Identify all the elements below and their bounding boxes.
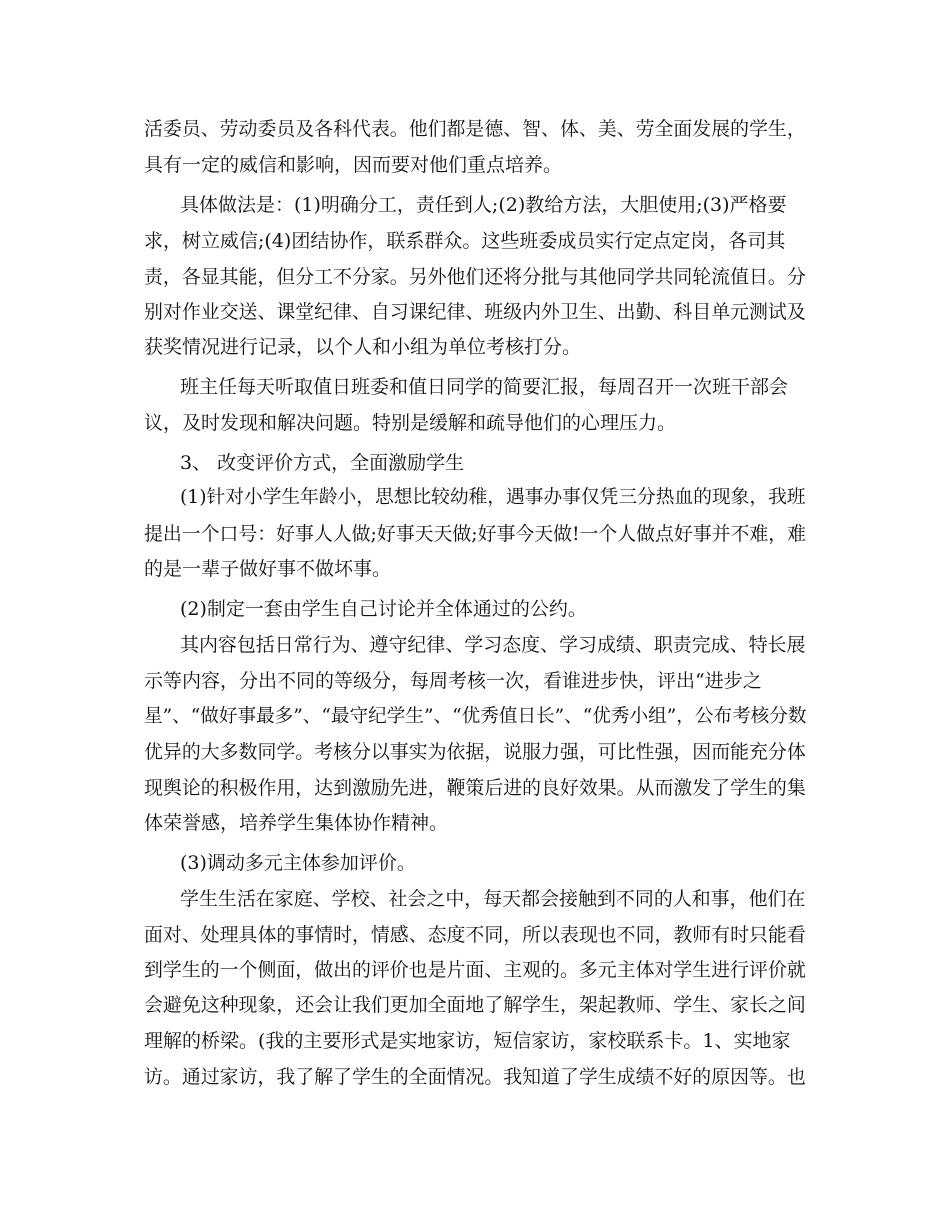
text-line: 提出一个口号：好事人人做;好事天天做;好事今天做!一个人做点好事并不难，难	[144, 523, 807, 545]
text-line: 获奖情况进行记录，以个人和小组为单位考核打分。	[144, 336, 582, 358]
text-line: 别对作业交送、课堂纪律、自习课纪律、班级内外卫生、出勤、科目单元测试及	[144, 301, 806, 323]
text-line: 具有一定的威信和影响，因而要对他们重点培养。	[144, 154, 563, 176]
text-line: 现舆论的积极作用，达到激励先进，鞭策后进的良好效果。从而激发了学生的集	[144, 777, 806, 799]
text-line: 体荣誉感，培养学生集体协作精神。	[144, 812, 449, 834]
section-heading: 3、 改变评价方式，全面激励学生	[180, 452, 465, 474]
text-line: 面对、处理具体的事情时，情感、态度不同，所以表现也不同，教师有时只能看	[144, 924, 806, 946]
text-line: 具体做法是：(1)明确分工，责任到人;(2)教给方法，大胆使用;(3)严格要	[180, 194, 787, 216]
text-line: 星”、“做好事最多”、“最守纪学生”、“优秀值日长”、“优秀小组”，公布考核分数	[144, 706, 807, 727]
text-line: 会避免这种现象，还会让我们更加全面地了解学生，架起教师、学生、家长之间	[144, 994, 806, 1016]
text-line: 活委员、劳动委员及各科代表。他们都是德、智、体、美、劳全面发展的学生，	[144, 118, 806, 140]
text-line: 访。通过家访，我了解了学生的全面情况。我知道了学生成绩不好的原因等。也	[144, 1066, 806, 1088]
text-line: 的是一辈子做好事不做坏事。	[144, 558, 392, 580]
text-line: 优异的大多数同学。考核分以事实为依据，说服力强，可比性强，因而能充分体	[144, 741, 806, 763]
text-line: 到学生的一个侧面，做出的评价也是片面、主观的。多元主体对学生进行评价就	[144, 959, 806, 981]
text-line: 学生生活在家庭、学校、社会之中，每天都会接触到不同的人和事，他们在	[180, 888, 806, 910]
text-line: 责，各显其能，但分工不分家。另外他们还将分批与其他同学共同轮流值日。分	[144, 266, 806, 288]
text-line: 议，及时发现和解决问题。特别是缓解和疏导他们的心理压力。	[144, 412, 677, 434]
text-line: (1)针对小学生年龄小，思想比较幼稚，遇事办事仅凭三分热血的现象，我班	[180, 487, 806, 508]
text-line: 理解的桥梁。(我的主要形式是实地家访，短信家访，家校联系卡。1、实地家	[144, 1030, 791, 1052]
text-line: 其内容包括日常行为、遵守纪律、学习态度、学习成绩、职责完成、特长展	[180, 634, 806, 656]
text-line: (2)制定一套由学生自己讨论并全体通过的公约。	[180, 598, 587, 620]
text-line: 求，树立威信;(4)团结协作，联系群众。这些班委成员实行定点定岗，各司其	[144, 230, 786, 252]
text-line: 示等内容，分出不同的等级分，每周考核一次，看谁进步快，评出“进步之	[144, 670, 762, 692]
text-line: (3)调动多元主体参加评价。	[180, 852, 416, 874]
text-line: 班主任每天听取值日班委和值日同学的简要汇报，每周召开一次班干部会	[180, 376, 789, 398]
